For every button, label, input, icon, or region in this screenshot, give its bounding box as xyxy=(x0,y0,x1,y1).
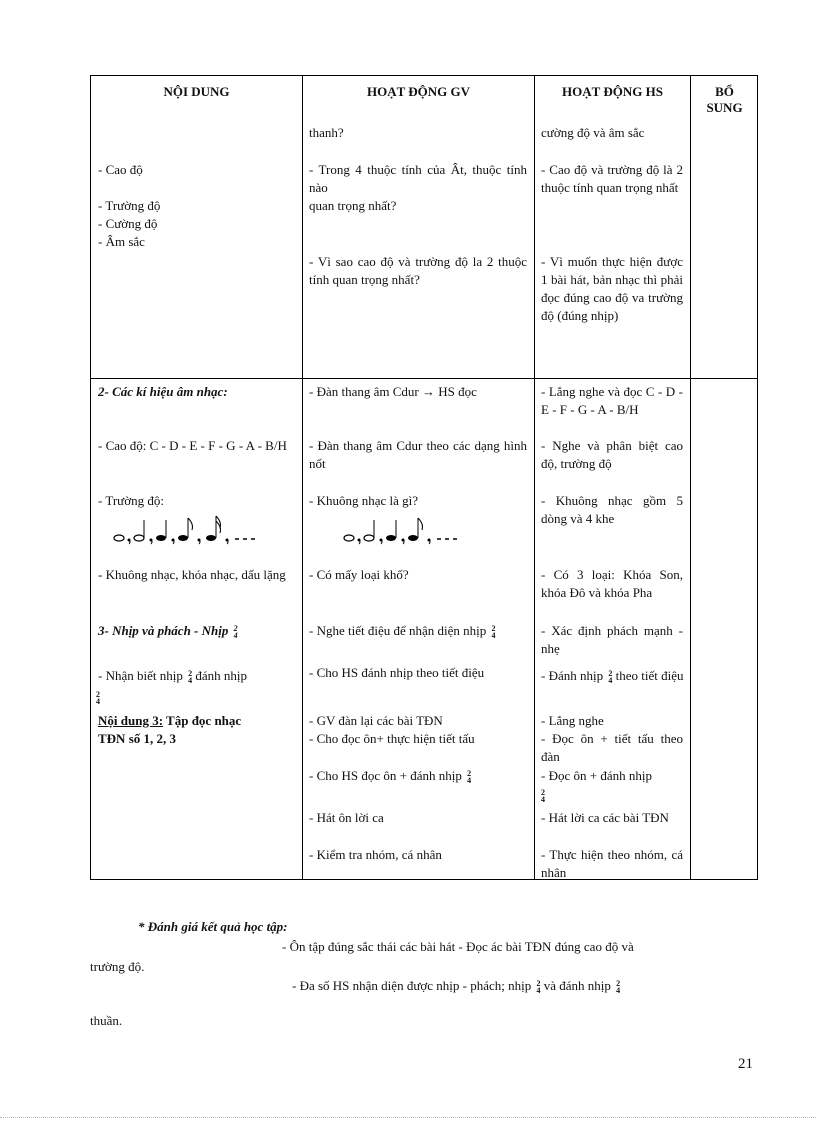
hs-khuong-nhac-gom: - Khuông nhạc gồm 5 dòng và 4 khe xyxy=(541,493,683,526)
header-bo-sung-line2: SUNG xyxy=(706,100,743,115)
header-bo-sung-line1: BỔ xyxy=(715,84,734,99)
gv-dan-lai-tdn: - GV đàn lại các bài TĐN xyxy=(309,713,443,728)
nhan-biet-label: - Nhận biết nhịp xyxy=(98,668,183,683)
danh-gia-line1: - Ôn tập đúng sắc thái các bài hát - Đọc ác bài TĐN đúng cao độ và xyxy=(282,939,634,954)
time-signature-icon: 2 4 xyxy=(96,690,100,707)
gv-khuong-nhac-question: - Khuông nhạc là gì? xyxy=(309,493,419,508)
danh-gia-line1-cont: trường độ. xyxy=(90,959,145,974)
row-divider xyxy=(91,378,757,379)
column-divider xyxy=(534,76,535,879)
gv-thanh: thanh? xyxy=(309,125,344,140)
header-noi-dung: NỘI DUNG xyxy=(163,84,230,99)
gv-doc-on-danh-nhip: - Cho HS đọc ôn + đánh nhịp 2 4 xyxy=(309,768,472,786)
hs-thuc-hien-nhom: - Thực hiện theo nhóm, cá nhân xyxy=(541,847,683,880)
time-signature-icon: 2 4 xyxy=(233,624,238,641)
column-divider xyxy=(690,76,691,879)
gv-nghe-tiet-dieu: - Nghe tiết điệu để nhận diện nhịp 2 4 xyxy=(309,623,496,641)
gv-doc-on-tiet-tau: - Cho đọc ôn+ thực hiện tiết tấu xyxy=(309,731,475,746)
time-signature-icon: 2 4 xyxy=(616,979,621,996)
content-am-sac: - Âm sắc xyxy=(98,234,145,249)
hs-cao-do-truong-do-answer: - Cao độ và trường độ là 2 thuộc tính quan trọng nhất xyxy=(541,162,683,195)
header-bo-sung xyxy=(691,84,758,116)
section-ki-hieu-am-nhac: 2- Các kí hiệu âm nhạc: xyxy=(98,384,228,399)
gv-quan-trong-nhat: quan trọng nhất? xyxy=(309,198,397,213)
noi-dung-3-label: Nội dung 3: xyxy=(98,713,164,728)
gv-may-loai-khoa: - Có mấy loại khố? xyxy=(309,567,409,582)
time-signature-icon: 2 4 xyxy=(536,979,541,996)
time-signature-icon: 2 4 xyxy=(188,669,193,686)
section-nhip-va-phach xyxy=(98,622,238,640)
content-cuong-do: - Cường độ xyxy=(98,216,158,231)
gv-kiem-tra-nhom: - Kiểm tra nhóm, cá nhân xyxy=(309,847,442,862)
section-nhip-va-phach-label: 3- Nhịp và phách - Nhịp xyxy=(98,623,229,638)
content-cao-do-scale: - Cao độ: C - D - E - F - G - A - B/H xyxy=(98,438,287,453)
time-signature-icon: 2 4 xyxy=(608,669,613,686)
header-hoat-dong-gv: HOẠT ĐỘNG GV xyxy=(366,84,471,99)
hs-danh-nhip: - Đánh nhịp 2 4 theo tiết điệu xyxy=(541,668,684,686)
danh-nhip-label: đánh nhịp xyxy=(195,668,247,683)
hs-3-loai-khoa: - Có 3 loại: Khóa Son, khóa Đô và khóa Pha xyxy=(541,567,683,600)
column-divider xyxy=(302,76,303,879)
time-signature-icon: 2 4 xyxy=(467,769,472,786)
hs-hat-loi-ca: - Hát lời ca các bài TĐN xyxy=(541,810,669,825)
content-truong-do-label: - Trường độ: xyxy=(98,493,164,508)
content-noi-dung-3 xyxy=(98,712,241,730)
hs-vi-muon-answer: - Vì muốn thực hiện được 1 bài hát, bản nhạc thì phải đọc đúng cao độ va trường độ (đúng nhịp) xyxy=(541,254,683,323)
hs-lang-nghe: - Lắng nghe xyxy=(541,713,604,728)
time-signature-icon: 2 4 xyxy=(541,788,545,805)
hs-lang-nghe-doc: - Lắng nghe và đọc C - D - E - F - G - A - B/H xyxy=(541,384,683,417)
hs-phan-biet: - Nghe và phân biệt cao độ, trường độ xyxy=(541,438,683,471)
gv-danh-nhip-tiet-dieu: - Cho HS đánh nhịp theo tiết điệu xyxy=(309,665,485,680)
note-durations-icon xyxy=(341,512,481,546)
time-signature-icon: 2 4 xyxy=(491,624,496,641)
page-bottom-divider xyxy=(0,1117,816,1118)
noi-dung-3-rest: Tập đọc nhạc xyxy=(166,713,242,728)
content-khuong-nhac: - Khuông nhạc, khóa nhạc, dấu lặng xyxy=(98,567,286,582)
hs-doc-on-tiet-tau: - Đọc ôn + tiết tấu theo đàn xyxy=(541,731,683,764)
content-tdn-so: TĐN số 1, 2, 3 xyxy=(98,731,177,746)
content-cao-do: - Cao độ xyxy=(98,162,143,177)
gv-dan-thang-am: - Đàn thang âm Cdur → HS đọc xyxy=(309,384,477,399)
danh-gia-line2-cont: thuần. xyxy=(90,1013,123,1028)
danh-gia-title: * Đánh giá kết quả học tập: xyxy=(138,919,288,934)
danh-gia-line2: - Đa số HS nhận diện được nhịp - phách; nhịp 2 4 và đánh nhịp 2 4 xyxy=(292,978,621,996)
hs-doc-on-danh-nhip: - Đọc ôn + đánh nhịp xyxy=(541,768,652,783)
header-hoat-dong-hs: HOẠT ĐỘNG HS xyxy=(562,84,663,99)
page-number: 21 xyxy=(738,1056,753,1072)
gv-dan-thang-am-hinh-not: - Đàn thang âm Cdur theo các dạng hình nốt xyxy=(309,438,527,471)
hs-cuong-do-am-sac: cường độ và âm sắc xyxy=(541,125,645,140)
lesson-table xyxy=(90,75,758,880)
content-nhan-biet-nhip xyxy=(98,667,247,685)
content-truong-do: - Trường độ xyxy=(98,198,161,213)
gv-thuoc-tinh-question: - Trong 4 thuộc tính của Ât, thuộc tính nào xyxy=(309,162,527,195)
note-durations-icon xyxy=(111,512,281,546)
gv-hat-on-loi-ca: - Hát ôn lời ca xyxy=(309,810,384,825)
hs-xac-dinh-phach: - Xác định phách mạnh - nhẹ xyxy=(541,623,683,656)
gv-vi-sao-question: - Vì sao cao độ và trường độ la 2 thuộc tính quan trọng nhất? xyxy=(309,254,527,287)
